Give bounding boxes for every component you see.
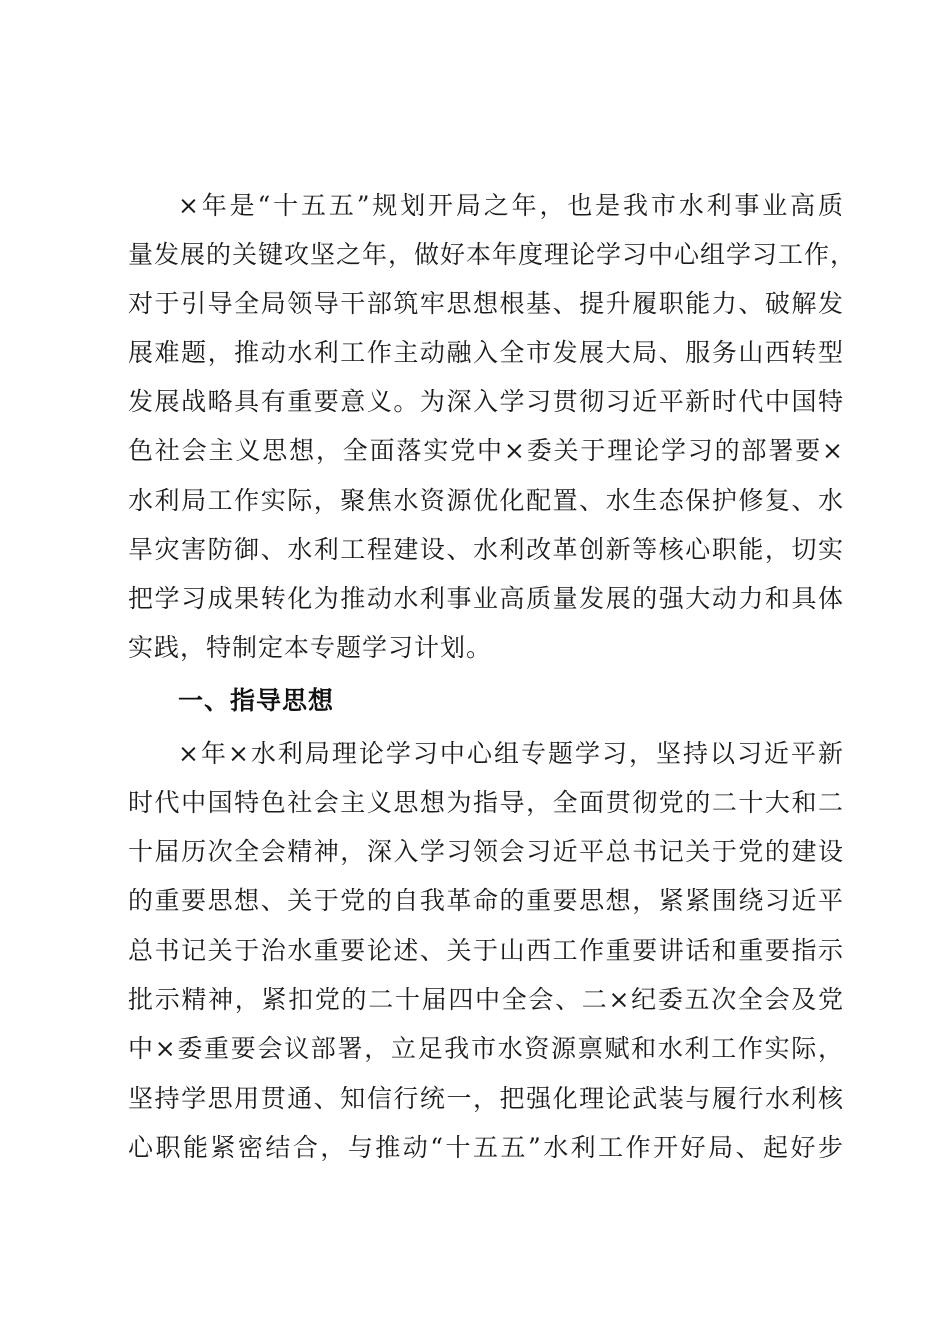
paragraph-2-line-6: 批示精神，紧扣党的二十届四中全会、二×纪委五次全会及党 xyxy=(128,985,844,1014)
paragraph-1-line-5: 发展战略具有重要意义。为深入学习贯彻习近平新时代中国特 xyxy=(128,387,844,416)
paragraph-2-line-8: 坚持学思用贯通、知信行统一，把强化理论武装与履行水利核 xyxy=(128,1084,844,1113)
paragraph-2-line-9: 心职能紧密结合，与推动“十五五”水利工作开好局、起好步 xyxy=(128,1133,844,1162)
paragraph-2-line-4: 的重要思想、关于党的自我革命的重要思想，紧紧围绕习近平 xyxy=(128,886,844,915)
paragraph-1-line-4: 展难题，推动水利工作主动融入全市发展大局、服务山西转型 xyxy=(128,338,844,367)
paragraph-2-line-5: 总书记关于治水重要论述、关于山西工作重要讲话和重要指示 xyxy=(128,936,844,965)
paragraph-2-line-1: ×年×水利局理论学习中心组专题学习，坚持以习近平新 xyxy=(178,739,844,768)
paragraph-1-line-6: 色社会主义思想，全面落实党中×委关于理论学习的部署要× xyxy=(128,436,844,465)
paragraph-1-line-7: 水利局工作实际，聚焦水资源优化配置、水生态保护修复、水 xyxy=(128,486,844,515)
paragraph-1-line-9: 把学习成果转化为推动水利事业高质量发展的强大动力和具体 xyxy=(128,584,844,613)
paragraph-1-line-3: 对于引导全局领导干部筑牢思想根基、提升履职能力、破解发 xyxy=(128,289,844,318)
paragraph-1-line-8: 旱灾害防御、水利工程建设、水利改革创新等核心职能，切实 xyxy=(128,535,844,564)
paragraph-2-line-7: 中×委重要会议部署，立足我市水资源禀赋和水利工作实际， xyxy=(128,1034,844,1063)
paragraph-2-line-3: 十届历次全会精神，深入学习领会习近平总书记关于党的建设 xyxy=(128,837,844,866)
paragraph-2-line-2: 时代中国特色社会主义思想为指导，全面贯彻党的二十大和二 xyxy=(128,788,844,817)
section-heading-guiding-ideology: 一、指导思想 xyxy=(178,686,335,715)
paragraph-1-line-10: 实践，特制定本专题学习计划。 xyxy=(128,633,493,662)
paragraph-1-line-2: 量发展的关键攻坚之年，做好本年度理论学习中心组学习工作， xyxy=(128,240,857,269)
paragraph-1-line-1: ×年是“十五五”规划开局之年，也是我市水利事业高质 xyxy=(178,191,844,220)
